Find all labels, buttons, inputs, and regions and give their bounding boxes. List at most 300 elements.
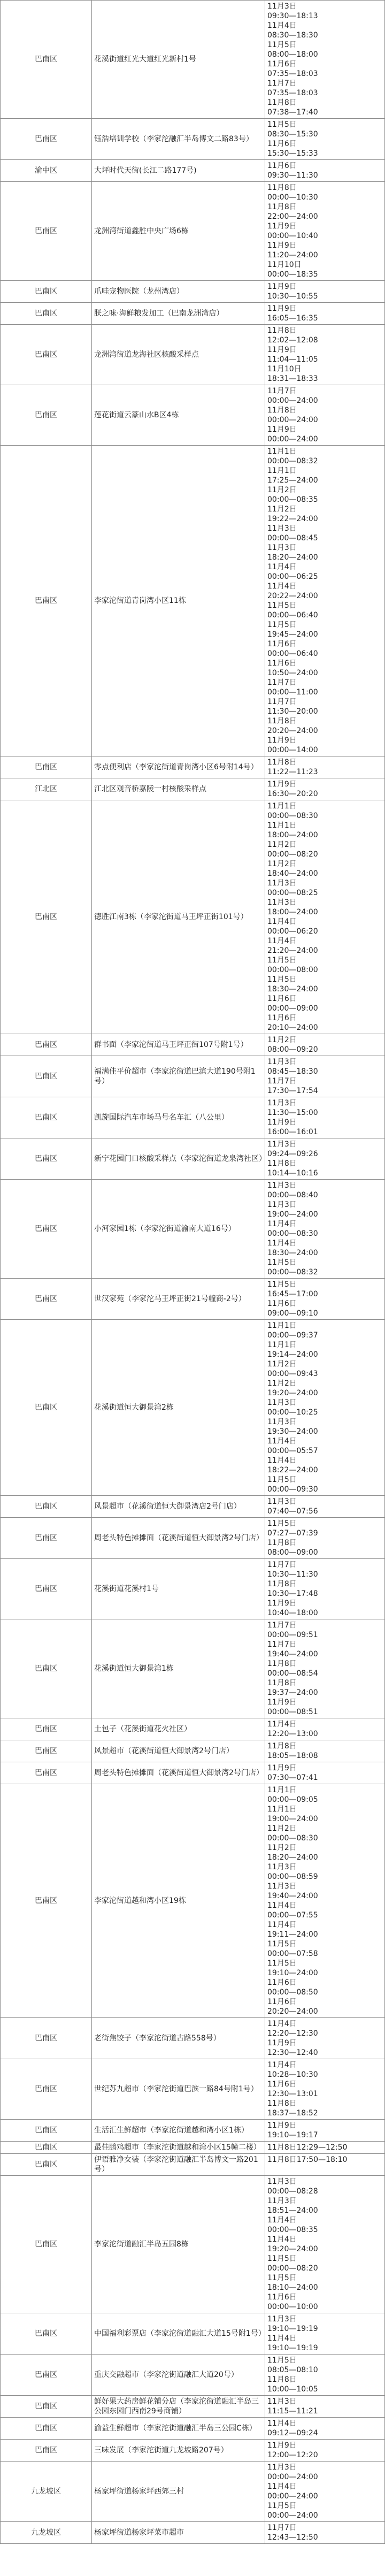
time-line: 11月4日 — [267, 1239, 297, 1248]
time-line: 11月6日 — [267, 2293, 297, 2302]
time-line: 11月9日 — [267, 346, 297, 354]
time-line: 11月5日 — [267, 1519, 297, 1528]
time-line: 11月3日 — [267, 1418, 297, 1426]
time-line: 07:35—18:03 — [267, 89, 318, 97]
time-line: 11月5日 — [267, 41, 297, 49]
time-line: 11月5日 — [267, 621, 297, 629]
location-cell: 凯旋国际汽车市场马号名车汇（八公里） — [92, 1097, 265, 1138]
time-line: 19:10—19:17 — [267, 2131, 318, 2139]
district-cell: 巴南区 — [1, 2154, 92, 2176]
time-cell — [265, 1034, 385, 1056]
table-row — [1, 2018, 385, 2059]
time-line: 11月9日 — [267, 425, 297, 434]
district-cell: 巴南区 — [1, 756, 92, 778]
district-cell: 巴南区 — [1, 2142, 92, 2154]
time-line: 11月3日 — [267, 544, 297, 552]
time-line: 11月5日 — [267, 975, 297, 984]
time-line: 11月3日 — [267, 2177, 297, 2186]
time-line: 11月2日 — [267, 1036, 297, 1044]
time-line: 11月3日 — [267, 1497, 297, 1506]
time-line: 12:43—12:50 — [267, 2533, 318, 2542]
time-line: 20:20—24:00 — [267, 2007, 318, 2016]
time-line: 20:10—24:00 — [267, 1023, 318, 1032]
time-line: 11月8日 — [267, 1742, 297, 1751]
location-cell: 群书面（李家沱街道马王坪正街107号附1号） — [92, 1034, 265, 1056]
time-cell — [265, 446, 385, 756]
district-cell: 巴南区 — [1, 446, 92, 756]
location-cell: 花溪街道花溪村1号 — [92, 1559, 265, 1619]
time-line: 18:20—24:00 — [267, 553, 318, 562]
table-row — [1, 2059, 385, 2120]
time-line: 11月3日 — [267, 1863, 297, 1871]
location-cell: 中国福利彩票店（李家沱街道融汇大道15号附1号） — [92, 2313, 265, 2355]
table-row — [1, 756, 385, 778]
time-cell — [265, 1056, 385, 1097]
time-line: 00:00—24:00 — [267, 2492, 318, 2501]
time-line: 11月6日 — [267, 140, 297, 148]
location-cell: 周老头特色摊摊面（花溪街道恒大御景湾2号门店） — [92, 1762, 265, 1784]
time-line: 19:37—24:00 — [267, 1688, 318, 1697]
time-cell — [265, 778, 385, 800]
time-line: 11月4日 — [267, 2061, 297, 2069]
time-line: 19:10—24:00 — [267, 1969, 318, 1977]
time-line: 11月1日 — [267, 821, 297, 830]
time-cell — [265, 1518, 385, 1559]
time-line: 11:15—11:21 — [267, 2407, 318, 2416]
time-line: 00:00—11:00 — [267, 688, 318, 697]
time-line: 19:00—24:00 — [267, 1815, 318, 1823]
district-cell: 巴南区 — [1, 1784, 92, 2018]
time-cell — [265, 2462, 385, 2522]
time-line: 11月4日 — [267, 1437, 297, 1446]
time-line: 11月4日 — [267, 937, 297, 945]
table-row — [1, 446, 385, 756]
time-line: 11月9日 — [267, 1599, 297, 1608]
time-line: 11月3日 — [267, 2463, 297, 2472]
district-cell: 巴南区 — [1, 2018, 92, 2059]
district-cell: 巴南区 — [1, 1718, 92, 1740]
time-line: 19:40—24:00 — [267, 1650, 318, 1658]
time-line: 11月5日 — [267, 1959, 297, 1968]
table-row — [1, 1784, 385, 2018]
location-cell: 老街焦饺子（李家沱街道古路558号） — [92, 2018, 265, 2059]
time-line: 11月7日 — [267, 1640, 297, 1649]
time-line: 11月3日 — [267, 898, 297, 907]
time-line: 11月1日 — [267, 1321, 297, 1330]
time-line: 11:04—11:05 — [267, 355, 318, 364]
time-line: 11月4日 — [267, 563, 297, 571]
time-line: 00:00—08:30 — [267, 812, 318, 820]
time-line: 11月1日 — [267, 1786, 297, 1794]
table-row — [1, 303, 385, 325]
time-line: 09:00—09:10 — [267, 1309, 318, 1318]
time-line: 00:00—08:59 — [267, 1872, 318, 1881]
time-line: 18:00—24:00 — [267, 831, 318, 839]
time-line: 11月8日 — [267, 1539, 297, 1547]
time-line: 00:00—24:00 — [267, 435, 318, 444]
table-row — [1, 2154, 385, 2176]
time-line: 00:00—08:50 — [267, 1988, 318, 1997]
location-cell: 小河家园1栋（李家沱街道渝南大道16号） — [92, 1180, 265, 1279]
time-cell — [265, 182, 385, 281]
location-cell: 伊语雅净女装（李家沱街道融汇半岛博文一路201号） — [92, 2154, 265, 2176]
time-line: 16:30—20:20 — [267, 790, 318, 798]
time-line: 19:40—24:00 — [267, 1892, 318, 1900]
time-line: 11月9日 — [267, 304, 297, 313]
time-line: 11月3日 — [267, 2197, 297, 2205]
time-line: 08:00—18:00 — [267, 50, 318, 59]
time-line: 07:30—07:41 — [267, 1774, 318, 1782]
table-row — [1, 1559, 385, 1619]
table-row — [1, 2522, 385, 2544]
location-cell: 新宁花园门口核酸采样点（李家沱街道龙泉湾社区） — [92, 1138, 265, 1180]
district-cell: 巴南区 — [1, 2440, 92, 2462]
time-line: 21:20—24:00 — [267, 946, 318, 955]
time-cell — [265, 1762, 385, 1784]
location-cell: 生活汇生鲜超市（李家沱街道越和湾小区1栋） — [92, 2120, 265, 2142]
time-line: 11月2日 — [267, 1844, 297, 1852]
table-row — [1, 778, 385, 800]
time-line: 11月1日 — [267, 467, 297, 475]
time-line: 11月7日 — [267, 1621, 297, 1630]
time-line: 11月3日 — [267, 1140, 297, 1149]
time-line: 11月3日 — [267, 1398, 297, 1407]
time-cell — [265, 1097, 385, 1138]
time-line: 11月5日 — [267, 120, 297, 129]
time-line: 11月6日 — [267, 640, 297, 648]
time-line: 00:00—08:20 — [267, 2264, 318, 2273]
location-cell: 朕之味·海鲜粮发加工（巴南龙洲湾店） — [92, 303, 265, 325]
time-line: 11月2日 — [267, 505, 297, 514]
time-line: 00:00—08:28 — [267, 2187, 318, 2196]
time-line: 00:00—05:57 — [267, 1447, 318, 1455]
time-line: 00:00—24:00 — [267, 2473, 318, 2481]
time-line: 11月3日 — [267, 1882, 297, 1891]
location-cell: 渝益生鲜超市（李家沱街道融汇半岛三公园C栋） — [92, 2418, 265, 2440]
table-row — [1, 1762, 385, 1784]
time-line: 00:00—10:25 — [267, 1408, 318, 1417]
time-line: 16:00—16:01 — [267, 1128, 318, 1136]
district-cell: 九龙坡区 — [1, 2462, 92, 2522]
location-cell: 杨家坪街道杨家坪西郊三村 — [92, 2462, 265, 2522]
district-cell: 巴南区 — [1, 1138, 92, 1180]
time-line: 18:31—18:33 — [267, 374, 318, 383]
table-body — [1, 1, 385, 2544]
time-line: 11月4日 — [267, 1901, 297, 1910]
location-cell: 龙洲湾街道龙海社区核酸采样点 — [92, 325, 265, 385]
location-cell: 李家沱街道越和湾小区19栋 — [92, 1784, 265, 2018]
time-line: 11月4日 — [267, 1220, 297, 1228]
time-cell — [265, 2418, 385, 2440]
time-line: 11月5日 — [267, 2502, 297, 2510]
table-row — [1, 1518, 385, 1559]
time-line: 16:45—17:00 — [267, 1290, 318, 1298]
time-line: 00:00—10:30 — [267, 193, 318, 202]
time-cell — [265, 2355, 385, 2396]
table-row — [1, 2396, 385, 2418]
time-line: 11月5日 — [267, 1280, 297, 1289]
location-cell: 杨家坪街道杨家坪菜市超市 — [92, 2522, 265, 2544]
time-line: 00:00—08:32 — [267, 457, 318, 465]
location-cell: 福满佳平价超市（李家沱街道巴滨大道190号附1号） — [92, 1056, 265, 1097]
time-line: 09:12—09:24 — [267, 2429, 318, 2437]
location-cell: 重庆交融超市（李家沱街道融汇大道20号） — [92, 2355, 265, 2396]
time-cell — [265, 2522, 385, 2544]
time-line: 18:30—24:00 — [267, 985, 318, 993]
time-line: 11月8日17:50—18:10 — [267, 2155, 348, 2164]
time-line: 11月9日 — [267, 2121, 297, 2130]
time-cell — [265, 1740, 385, 1762]
table-row — [1, 1138, 385, 1180]
time-line: 11月5日 — [267, 1476, 297, 1484]
time-line: 11月6日 — [267, 1978, 297, 1987]
district-cell: 巴南区 — [1, 182, 92, 281]
time-line: 10:30—10:55 — [267, 292, 318, 301]
location-cell: 花溪街道恒大御景湾1栋 — [92, 1619, 265, 1718]
time-line: 11月3日 — [267, 2397, 297, 2406]
time-line: 19:14—24:00 — [267, 1350, 318, 1359]
time-line: 17:25—24:00 — [267, 476, 318, 485]
time-cell — [265, 160, 385, 182]
time-line: 00:00—06:20 — [267, 927, 318, 936]
time-cell — [265, 385, 385, 446]
time-line: 00:00—08:51 — [267, 1708, 318, 1716]
time-line: 11月3日 — [267, 2, 297, 11]
time-cell — [265, 303, 385, 325]
time-line: 11月8日 — [267, 1660, 297, 1668]
time-cell — [265, 1, 385, 119]
time-line: 19:10—19:19 — [267, 2325, 318, 2333]
time-line: 12:00—12:20 — [267, 2451, 318, 2459]
time-line: 11月1日 — [267, 1805, 297, 1814]
time-line: 07:38—17:40 — [267, 108, 318, 117]
time-line: 11月1日 — [267, 802, 297, 811]
time-line: 00:00—08:30 — [267, 1834, 318, 1843]
table-row — [1, 2142, 385, 2154]
time-line: 10:28—10:30 — [267, 2070, 318, 2079]
time-line: 08:00—09:00 — [267, 1548, 318, 1557]
time-line: 11月4日 — [267, 2235, 297, 2244]
time-line: 11月6日 — [267, 995, 297, 1003]
table-row — [1, 2355, 385, 2396]
time-line: 18:40—24:00 — [267, 869, 318, 878]
time-cell — [265, 2059, 385, 2120]
table-row — [1, 2176, 385, 2313]
table-row — [1, 2440, 385, 2462]
district-cell: 巴南区 — [1, 281, 92, 303]
time-line: 00:00—08:35 — [267, 495, 318, 504]
time-line: 11月7日 — [267, 2524, 297, 2532]
time-line: 11月10日 — [267, 261, 302, 269]
table-row — [1, 385, 385, 446]
time-line: 00:00—09:30 — [267, 1485, 318, 1494]
time-line: 11月4日 — [267, 2334, 297, 2343]
time-line: 19:11—24:00 — [267, 1930, 318, 1939]
time-line: 17:30—17:54 — [267, 1087, 318, 1095]
time-cell — [265, 1279, 385, 1320]
time-line: 12:20—12:30 — [267, 2029, 318, 2038]
table-row — [1, 1320, 385, 1496]
time-line: 07:35—18:03 — [267, 70, 318, 78]
time-line: 11月8日 — [267, 406, 297, 415]
time-line: 11月5日 — [267, 2254, 297, 2263]
time-line: 00:00—24:00 — [267, 396, 318, 405]
location-cell: 最佳鹏鸡超市（李家沱街道越和湾小区15幢二楼） — [92, 2142, 265, 2154]
time-line: 10:30—17:48 — [267, 1589, 318, 1598]
time-line: 22:00—24:00 — [267, 212, 318, 221]
time-line: 11月9日 — [267, 2441, 297, 2450]
time-line: 11月2日 — [267, 1824, 297, 1833]
time-line: 00:00—07:55 — [267, 1911, 318, 1920]
location-cell: 大坪时代天街(长江二路177号) — [92, 160, 265, 182]
time-line: 00:00—06:40 — [267, 611, 318, 620]
time-line: 11月6日 — [267, 1014, 297, 1022]
time-line: 11月3日 — [267, 1058, 297, 1066]
time-line: 11月9日 — [267, 1118, 297, 1127]
time-line: 11月6日 — [267, 659, 297, 668]
time-line: 11月9日 — [267, 736, 297, 745]
district-cell: 巴南区 — [1, 303, 92, 325]
table-row — [1, 1056, 385, 1097]
time-line: 19:10—19:19 — [267, 2344, 318, 2352]
table-row — [1, 1, 385, 119]
time-line: 18:30—24:00 — [267, 1249, 318, 1257]
time-line: 11月5日 — [267, 601, 297, 610]
time-line: 11月3日 — [267, 1201, 297, 1209]
time-line: 11月8日 — [267, 717, 297, 725]
table-row — [1, 182, 385, 281]
time-line: 09:24—09:26 — [267, 1150, 318, 1158]
time-line: 11:30—20:00 — [267, 707, 318, 716]
time-line: 11:30—15:00 — [267, 1109, 318, 1117]
district-cell: 巴南区 — [1, 1740, 92, 1762]
location-cell: 周老头特色摊摊面（花溪街道恒大御景湾2号门店） — [92, 1518, 265, 1559]
time-line: 18:05—18:08 — [267, 1752, 318, 1760]
time-line: 00:00—08:20 — [267, 850, 318, 859]
time-line: 00:00—10:40 — [267, 232, 318, 240]
time-cell — [265, 1496, 385, 1518]
time-line: 11月4日 — [267, 2482, 297, 2491]
time-line: 09:30—18:13 — [267, 12, 318, 20]
time-line: 11月6日 — [267, 2080, 297, 2089]
time-line: 00:00—09:05 — [267, 1795, 318, 1804]
location-cell: 花溪街道恒大御景湾2栋 — [92, 1320, 265, 1496]
district-cell: 巴南区 — [1, 1180, 92, 1279]
table-row — [1, 1034, 385, 1056]
time-line: 18:20—24:00 — [267, 1853, 318, 1862]
table-row — [1, 160, 385, 182]
time-line: 20:22—24:00 — [267, 592, 318, 600]
time-line: 11月7日 — [267, 1077, 297, 1086]
time-line: 18:22—24:00 — [267, 1466, 318, 1474]
time-line: 12:20—13:00 — [267, 1730, 318, 1738]
district-cell: 巴南区 — [1, 2396, 92, 2418]
time-cell — [265, 119, 385, 160]
location-cell: 土包子（花溪街道花火社区） — [92, 1718, 265, 1740]
district-cell: 巴南区 — [1, 2176, 92, 2313]
location-cell: 风景超市（花溪街道恒大御景湾店2号门店） — [92, 1496, 265, 1518]
time-line: 11月4日 — [267, 2020, 297, 2028]
location-cell: 钰浩培训学校（李家沱融汇半岛博文二路83号） — [92, 119, 265, 160]
time-line: 11月6日 — [267, 60, 297, 68]
time-cell — [265, 281, 385, 303]
time-cell — [265, 325, 385, 385]
time-line: 11月4日 — [267, 2419, 297, 2428]
district-cell: 九龙坡区 — [1, 2522, 92, 2544]
district-cell: 巴南区 — [1, 1056, 92, 1097]
time-line: 11月8日 — [267, 2099, 297, 2108]
time-cell — [265, 1138, 385, 1180]
time-line: 16:05—16:35 — [267, 314, 318, 323]
time-line: 11月5日 — [267, 1258, 297, 1267]
location-cell: 世汉家苑（李家沱马王坪正街21号幢商-2号） — [92, 1279, 265, 1320]
time-line: 12:02—12:08 — [267, 336, 318, 345]
time-line: 19:00—24:00 — [267, 1210, 318, 1219]
time-line: 11月2日 — [267, 1379, 297, 1388]
time-line: 11月6日 — [267, 1300, 297, 1308]
time-cell — [265, 1320, 385, 1496]
time-line: 00:00—08:25 — [267, 889, 318, 897]
location-cell: 风景超市（花溪街道恒大御景湾2号门店） — [92, 1740, 265, 1762]
table-row — [1, 2462, 385, 2522]
district-cell: 巴南区 — [1, 1559, 92, 1619]
time-line: 11月5日 — [267, 956, 297, 965]
time-cell — [265, 1619, 385, 1718]
time-cell — [265, 1559, 385, 1619]
district-cell: 巴南区 — [1, 2313, 92, 2355]
time-line: 20:20—24:00 — [267, 727, 318, 735]
time-line: 08:00—09:20 — [267, 1045, 318, 1054]
table-row — [1, 2120, 385, 2142]
time-line: 11月8日 — [267, 758, 297, 767]
time-line: 11月7日 — [267, 678, 297, 687]
location-cell: 莲花街道云篆山水B区4栋 — [92, 385, 265, 446]
table-row — [1, 1180, 385, 1279]
time-line: 11月9日 — [267, 2039, 297, 2047]
table-row — [1, 1097, 385, 1138]
time-cell — [265, 2396, 385, 2418]
time-cell — [265, 2440, 385, 2462]
time-line: 18:10—24:00 — [267, 2283, 318, 2292]
time-line: 00:00—10:00 — [267, 2303, 318, 2311]
time-line: 11月10日 — [267, 365, 302, 373]
district-cell: 巴南区 — [1, 1097, 92, 1138]
district-cell: 巴南区 — [1, 325, 92, 385]
time-line: 11月9日 — [267, 780, 297, 789]
district-cell: 巴南区 — [1, 2355, 92, 2396]
time-line: 00:00—24:00 — [267, 416, 318, 424]
time-line: 11月6日 — [267, 162, 297, 170]
table-row — [1, 1619, 385, 1718]
time-line: 07:40—07:56 — [267, 1507, 318, 1516]
time-line: 11月7日 — [267, 79, 297, 88]
location-cell: 鲜好果大药房鲜花铺分店（李家沱街道融汇半岛三公园东园门西南29号商铺） — [92, 2396, 265, 2418]
location-cell: 三味发展（李家沱街道九龙坡路207号） — [92, 2440, 265, 2462]
district-cell: 巴南区 — [1, 2059, 92, 2120]
time-line: 11月2日 — [267, 486, 297, 494]
time-line: 11月4日 — [267, 21, 297, 30]
time-line: 12:30—12:40 — [267, 2048, 318, 2057]
time-line: 11月9日 — [267, 1764, 297, 1772]
time-line: 11月8日 — [267, 203, 297, 211]
time-cell — [265, 2142, 385, 2154]
time-line: 00:00—09:37 — [267, 1331, 318, 1340]
location-cell: 李家沱街道青岗湾小区11栋 — [92, 446, 265, 756]
table-row — [1, 1279, 385, 1320]
time-line: 00:00—18:35 — [267, 270, 318, 279]
location-cell: 江北区观音桥嘉陵一村核酸采样点 — [92, 778, 265, 800]
time-line: 08:30—18:30 — [267, 31, 318, 40]
